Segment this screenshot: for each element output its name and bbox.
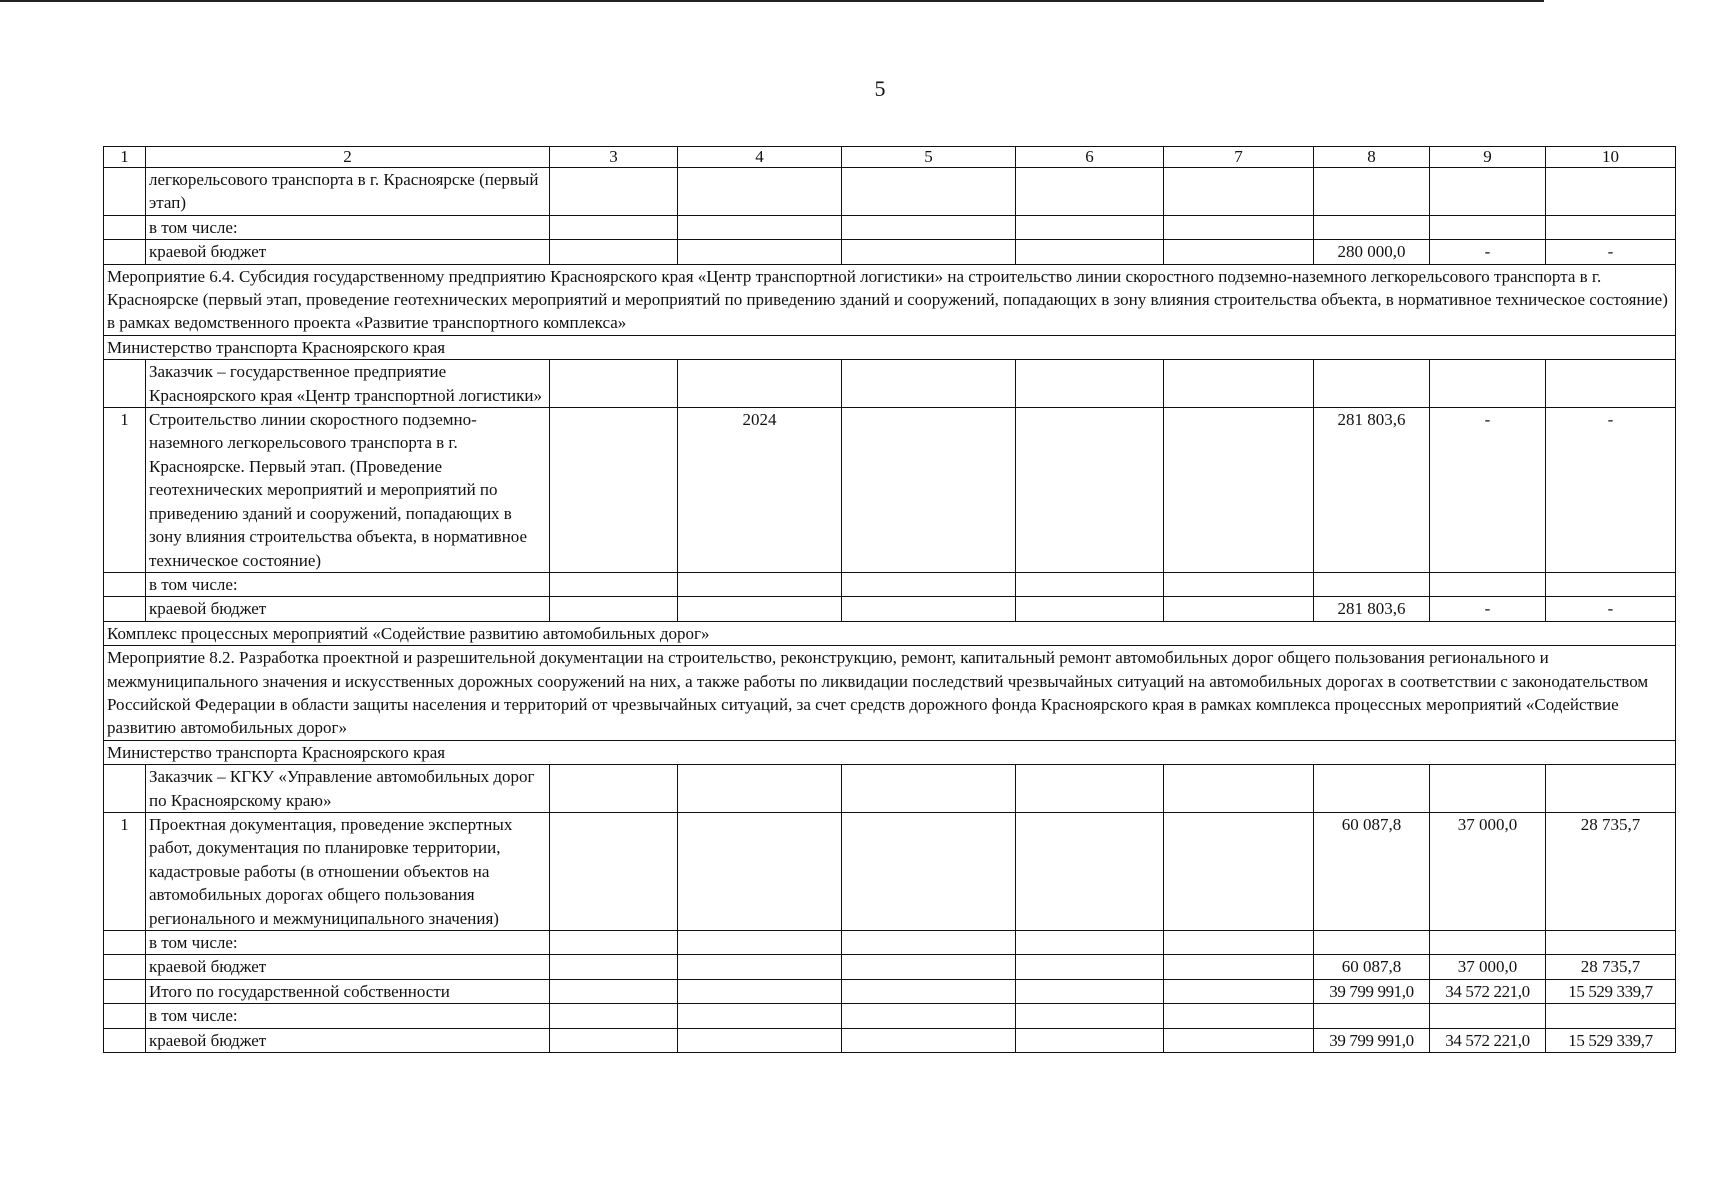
col3-cell <box>550 1004 678 1028</box>
col8-amount-cell <box>1314 1004 1430 1028</box>
col10-amount-cell <box>1546 360 1676 408</box>
col5-cell <box>842 408 1016 573</box>
year-cell <box>678 979 842 1003</box>
col8-amount-cell: 60 087,8 <box>1314 955 1430 979</box>
row-number-cell: 1 <box>104 408 146 573</box>
description-cell: в том числе: <box>146 1004 550 1028</box>
row-number-cell <box>104 240 146 264</box>
col10-amount-cell <box>1546 215 1676 239</box>
year-cell <box>678 812 842 930</box>
header-cell: 8 <box>1314 147 1430 168</box>
table-row <box>104 765 1676 813</box>
description-cell: краевой бюджет <box>146 1028 550 1052</box>
col5-cell <box>842 360 1016 408</box>
col5-cell <box>842 1004 1016 1028</box>
col7-cell <box>1164 215 1314 239</box>
row-number-cell <box>104 931 146 955</box>
year-cell <box>678 215 842 239</box>
table-row <box>104 979 1676 1003</box>
year-cell <box>678 1028 842 1052</box>
col3-cell <box>550 215 678 239</box>
col6-cell <box>1016 597 1164 621</box>
header-cell: 5 <box>842 147 1016 168</box>
header-cell: 1 <box>104 147 146 168</box>
col7-cell <box>1164 240 1314 264</box>
row-number-cell <box>104 1004 146 1028</box>
description-cell: краевой бюджет <box>146 597 550 621</box>
col8-amount-cell: 39 799 991,0 <box>1314 979 1430 1003</box>
col8-amount-cell <box>1314 168 1430 216</box>
col9-amount-cell: 34 572 221,0 <box>1430 979 1546 1003</box>
col7-cell <box>1164 765 1314 813</box>
col3-cell <box>550 240 678 264</box>
header-cell: 10 <box>1546 147 1676 168</box>
col6-cell <box>1016 215 1164 239</box>
table-row <box>104 572 1676 596</box>
col7-cell <box>1164 408 1314 573</box>
col9-amount-cell <box>1430 1004 1546 1028</box>
page-top-rule <box>0 0 1544 2</box>
description-cell: Строительство линии скоростного подземно-наземного легкорельсового транспорта в г. Красноярске. Первый этап. (Проведение геотехнических мероприятий и мероприятий по приведению зданий и сооружений, попадающих в зону влияния строительства объекта, в нормативное техническое состояние) <box>146 408 550 573</box>
year-cell <box>678 597 842 621</box>
header-cell: 7 <box>1164 147 1314 168</box>
col10-amount-cell: 15 529 339,7 <box>1546 979 1676 1003</box>
section-cell: Мероприятие 8.2. Разработка проектной и разрешительной документации на строительство, реконструкцию, ремонт, капитальный ремонт автомобильных дорог общего пользования регионального и межмуниципального значения и искусственных дорожных сооружений на них, а также работы по ликвидации последствий чрезвычайных ситуаций на автомобильных дорогах в соответствии с законодательством Российской Федерации в области защиты населения и территорий от чрезвычайных ситуаций, за счет средств дорожного фонда Красноярского края в рамках комплекса процессных мероприятий «Содействие развитию автомобильных дорог» <box>104 646 1676 741</box>
col7-cell <box>1164 572 1314 596</box>
budget-table <box>103 146 1676 1053</box>
col3-cell <box>550 408 678 573</box>
description-cell: Заказчик – государственное предприятие Красноярского края «Центр транспортной логистики» <box>146 360 550 408</box>
description-cell: в том числе: <box>146 931 550 955</box>
section-cell: Комплекс процессных мероприятий «Содействие развитию автомобильных дорог» <box>104 621 1676 645</box>
col6-cell <box>1016 955 1164 979</box>
col6-cell <box>1016 168 1164 216</box>
col8-amount-cell <box>1314 765 1430 813</box>
col10-amount-cell: - <box>1546 408 1676 573</box>
col5-cell <box>842 240 1016 264</box>
col10-amount-cell <box>1546 931 1676 955</box>
year-cell <box>678 240 842 264</box>
col3-cell <box>550 360 678 408</box>
col5-cell <box>842 955 1016 979</box>
year-cell <box>678 931 842 955</box>
header-cell: 2 <box>146 147 550 168</box>
col9-amount-cell: - <box>1430 597 1546 621</box>
row-number-cell <box>104 360 146 408</box>
header-row <box>104 147 1676 168</box>
col3-cell <box>550 931 678 955</box>
col7-cell <box>1164 168 1314 216</box>
header-cell: 4 <box>678 147 842 168</box>
page-number: 5 <box>874 76 886 101</box>
col7-cell <box>1164 1004 1314 1028</box>
col5-cell <box>842 1028 1016 1052</box>
col5-cell <box>842 812 1016 930</box>
row-number-cell <box>104 215 146 239</box>
section-cell: Мероприятие 6.4. Субсидия государственному предприятию Красноярского края «Центр транспортной логистики» на строительство линии скоростного подземно-наземного легкорельсового транспорта в г. Красноярске (первый этап, проведение геотехнических мероприятий и мероприятий по приведению зданий и сооружений, попадающих в зону влияния строительства объекта, в нормативное техническое состояние) в рамках ведомственного проекта «Развитие транспортного комплекса» <box>104 264 1676 335</box>
row-number-cell <box>104 168 146 216</box>
table-row <box>104 1028 1676 1052</box>
year-cell <box>678 765 842 813</box>
year-cell: 2024 <box>678 408 842 573</box>
description-cell: краевой бюджет <box>146 240 550 264</box>
col10-amount-cell <box>1546 168 1676 216</box>
description-cell: Проектная документация, проведение экспертных работ, документация по планировке территории, кадастровые работы (в отношении объектов на автомобильных дорогах общего пользования регионального и межмуниципального значения) <box>146 812 550 930</box>
section-row <box>104 740 1676 764</box>
col3-cell <box>550 168 678 216</box>
col10-amount-cell <box>1546 1004 1676 1028</box>
row-number-cell <box>104 979 146 1003</box>
col9-amount-cell: 37 000,0 <box>1430 955 1546 979</box>
col3-cell <box>550 955 678 979</box>
col8-amount-cell: 39 799 991,0 <box>1314 1028 1430 1052</box>
col7-cell <box>1164 360 1314 408</box>
description-cell: Итого по государственной собственности <box>146 979 550 1003</box>
col7-cell <box>1164 597 1314 621</box>
col10-amount-cell: - <box>1546 597 1676 621</box>
col8-amount-cell <box>1314 572 1430 596</box>
col6-cell <box>1016 931 1164 955</box>
table-row <box>104 408 1676 573</box>
table-row <box>104 955 1676 979</box>
col9-amount-cell <box>1430 765 1546 813</box>
col8-amount-cell <box>1314 931 1430 955</box>
col3-cell <box>550 1028 678 1052</box>
col6-cell <box>1016 1028 1164 1052</box>
col8-amount-cell: 60 087,8 <box>1314 812 1430 930</box>
row-number-cell <box>104 597 146 621</box>
table-row <box>104 168 1676 216</box>
col3-cell <box>550 572 678 596</box>
col10-amount-cell: 28 735,7 <box>1546 812 1676 930</box>
row-number-cell: 1 <box>104 812 146 930</box>
description-cell: в том числе: <box>146 215 550 239</box>
col8-amount-cell <box>1314 215 1430 239</box>
row-number-cell <box>104 572 146 596</box>
col3-cell <box>550 765 678 813</box>
col9-amount-cell <box>1430 931 1546 955</box>
col10-amount-cell: 28 735,7 <box>1546 955 1676 979</box>
description-cell: в том числе: <box>146 572 550 596</box>
col6-cell <box>1016 240 1164 264</box>
section-row <box>104 621 1676 645</box>
col9-amount-cell <box>1430 360 1546 408</box>
col6-cell <box>1016 408 1164 573</box>
col5-cell <box>842 215 1016 239</box>
col3-cell <box>550 979 678 1003</box>
description-cell: легкорельсового транспорта в г. Красноярске (первый этап) <box>146 168 550 216</box>
year-cell <box>678 1004 842 1028</box>
table-row <box>104 360 1676 408</box>
section-cell: Министерство транспорта Красноярского края <box>104 740 1676 764</box>
col6-cell <box>1016 1004 1164 1028</box>
col7-cell <box>1164 812 1314 930</box>
row-number-cell <box>104 1028 146 1052</box>
col5-cell <box>842 765 1016 813</box>
section-row <box>104 646 1676 741</box>
table-row <box>104 240 1676 264</box>
col6-cell <box>1016 979 1164 1003</box>
col5-cell <box>842 931 1016 955</box>
col8-amount-cell: 281 803,6 <box>1314 597 1430 621</box>
col9-amount-cell <box>1430 572 1546 596</box>
col9-amount-cell: 34 572 221,0 <box>1430 1028 1546 1052</box>
col5-cell <box>842 597 1016 621</box>
col8-amount-cell: 280 000,0 <box>1314 240 1430 264</box>
col10-amount-cell: - <box>1546 240 1676 264</box>
col7-cell <box>1164 979 1314 1003</box>
col7-cell <box>1164 955 1314 979</box>
col9-amount-cell: 37 000,0 <box>1430 812 1546 930</box>
col6-cell <box>1016 812 1164 930</box>
col7-cell <box>1164 1028 1314 1052</box>
col5-cell <box>842 168 1016 216</box>
table-row <box>104 215 1676 239</box>
row-number-cell <box>104 955 146 979</box>
col10-amount-cell: 15 529 339,7 <box>1546 1028 1676 1052</box>
col9-amount-cell: - <box>1430 240 1546 264</box>
col9-amount-cell: - <box>1430 408 1546 573</box>
col6-cell <box>1016 572 1164 596</box>
header-cell: 6 <box>1016 147 1164 168</box>
section-row <box>104 264 1676 335</box>
section-cell: Министерство транспорта Красноярского края <box>104 335 1676 359</box>
col5-cell <box>842 979 1016 1003</box>
col8-amount-cell <box>1314 360 1430 408</box>
description-cell: Заказчик – КГКУ «Управление автомобильных дорог по Красноярскому краю» <box>146 765 550 813</box>
year-cell <box>678 168 842 216</box>
table-row <box>104 931 1676 955</box>
table-row <box>104 812 1676 930</box>
col5-cell <box>842 572 1016 596</box>
description-cell: краевой бюджет <box>146 955 550 979</box>
table-row <box>104 597 1676 621</box>
col3-cell <box>550 812 678 930</box>
col3-cell <box>550 597 678 621</box>
col9-amount-cell <box>1430 215 1546 239</box>
col6-cell <box>1016 360 1164 408</box>
year-cell <box>678 572 842 596</box>
year-cell <box>678 360 842 408</box>
section-row <box>104 335 1676 359</box>
col7-cell <box>1164 931 1314 955</box>
col10-amount-cell <box>1546 765 1676 813</box>
year-cell <box>678 955 842 979</box>
table-row <box>104 1004 1676 1028</box>
col10-amount-cell <box>1546 572 1676 596</box>
col8-amount-cell: 281 803,6 <box>1314 408 1430 573</box>
header-cell: 3 <box>550 147 678 168</box>
col6-cell <box>1016 765 1164 813</box>
col9-amount-cell <box>1430 168 1546 216</box>
row-number-cell <box>104 765 146 813</box>
header-cell: 9 <box>1430 147 1546 168</box>
